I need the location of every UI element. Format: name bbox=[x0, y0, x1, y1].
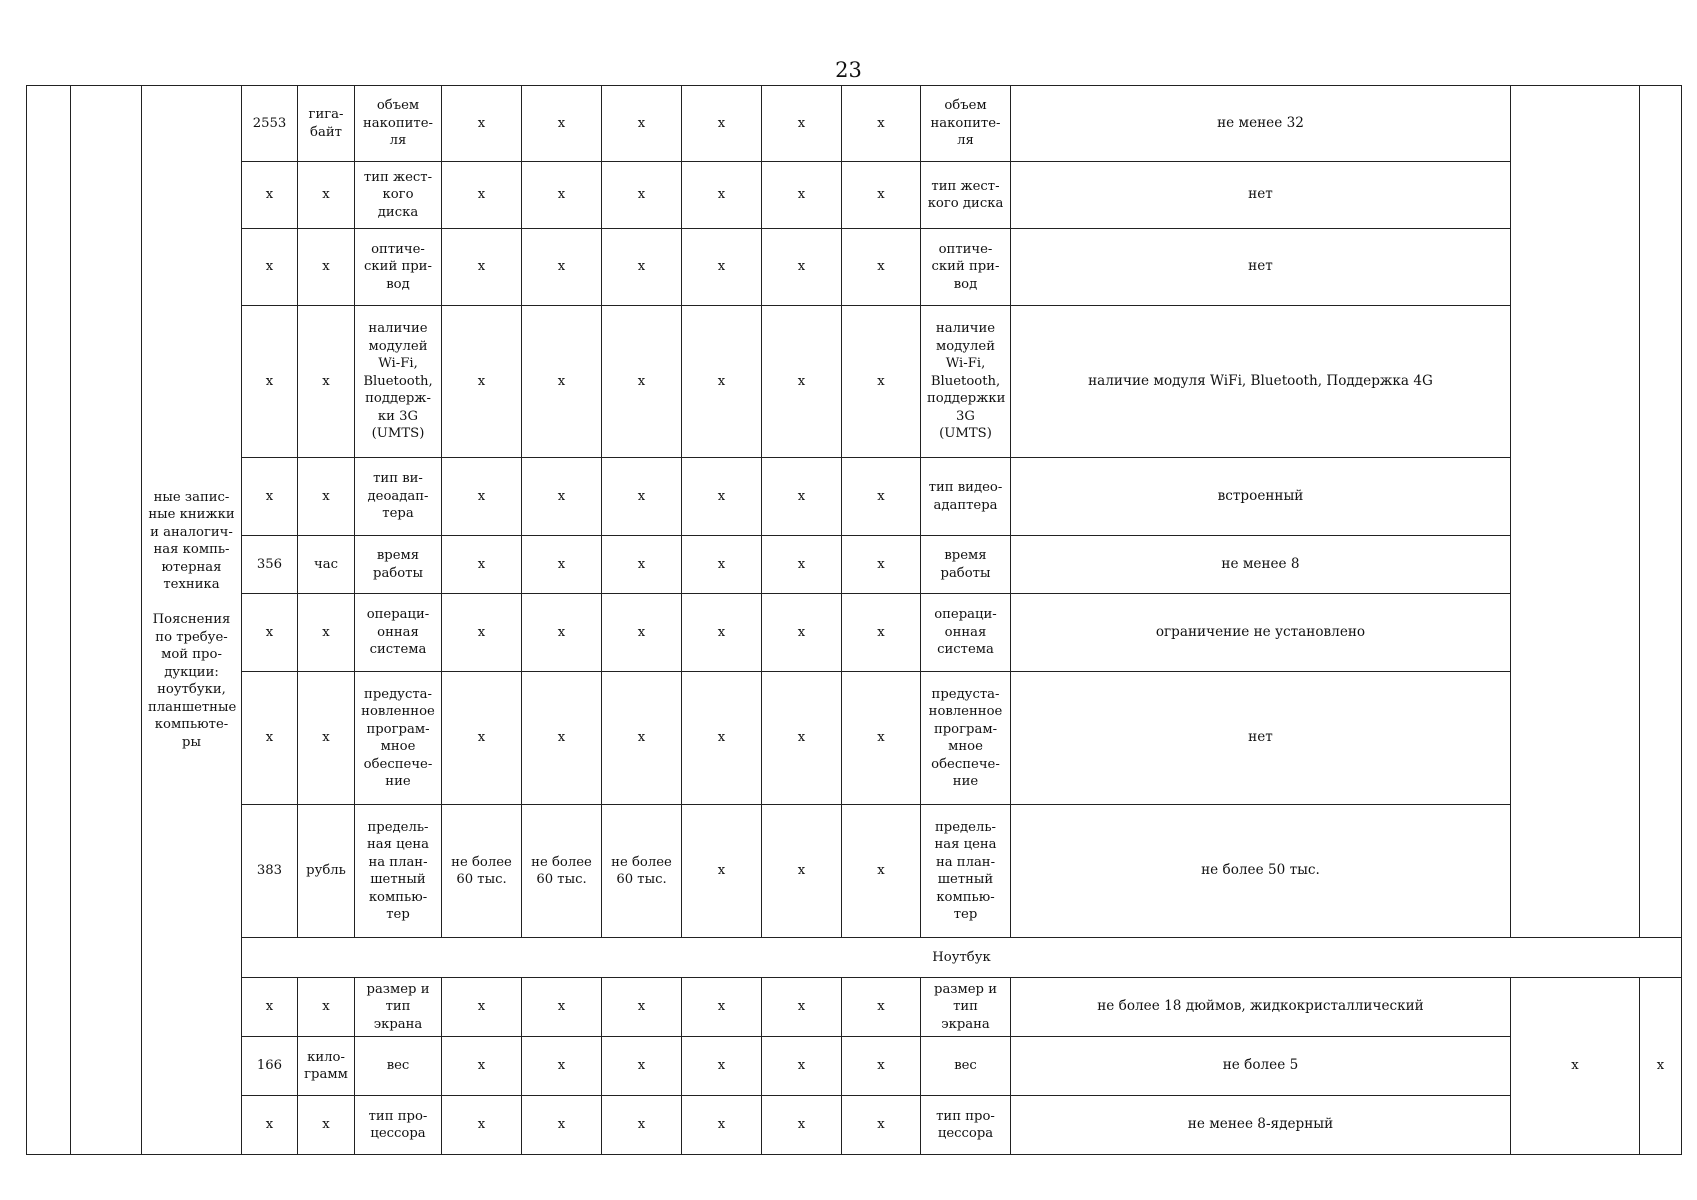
value-cell-c4 bbox=[682, 229, 762, 306]
characteristic-name-cell-2-text: наличие модулей Wi-Fi, Bluetooth, поддержки 3G (UMTS) bbox=[927, 321, 1006, 442]
requirement-value-cell bbox=[1011, 978, 1511, 1037]
value-cell-c3 bbox=[602, 306, 682, 458]
value-cell-c2 bbox=[522, 162, 602, 229]
value-cell-c3-text: не более 60 тыс. bbox=[611, 854, 672, 887]
value-cell-c2-text: x bbox=[557, 999, 566, 1015]
value-cell-c2 bbox=[522, 594, 602, 672]
characteristic-name-cell-text: время работы bbox=[373, 548, 423, 581]
table-row bbox=[27, 229, 1682, 306]
value-cell-c1 bbox=[442, 978, 522, 1037]
table-row bbox=[27, 1096, 1682, 1155]
table-row bbox=[27, 458, 1682, 536]
value-cell-c6-text: x bbox=[877, 115, 885, 131]
characteristic-name-cell bbox=[355, 86, 442, 162]
value-cell-c1-text: x bbox=[477, 373, 486, 389]
value-cell-c5-text: x bbox=[797, 488, 806, 504]
value-cell-c4 bbox=[682, 86, 762, 162]
page-number: 23 bbox=[835, 58, 862, 82]
value-cell-c5 bbox=[762, 594, 842, 672]
value-cell-c1-text: x bbox=[477, 1117, 486, 1133]
table-row bbox=[27, 1037, 1682, 1096]
value-cell-c2 bbox=[522, 306, 602, 458]
characteristic-name-cell-2-text: тип видео- адаптера bbox=[928, 480, 1003, 513]
characteristic-name-cell bbox=[355, 229, 442, 306]
value-cell-c2-text: не более 60 тыс. bbox=[531, 854, 592, 887]
value-cell-c2 bbox=[522, 86, 602, 162]
value-cell-c6-text: x bbox=[877, 1117, 885, 1133]
characteristic-name-cell-2 bbox=[921, 672, 1011, 805]
value-cell-c4-text: x bbox=[717, 999, 726, 1015]
requirement-value-cell bbox=[1011, 162, 1511, 229]
unit-cell-text: x bbox=[322, 259, 330, 275]
characteristic-name-cell-2-text: предель- ная цена на план- шетный компью- тер bbox=[934, 819, 997, 922]
value-cell-c3-text: x bbox=[637, 624, 646, 640]
value-cell-c2-text: x bbox=[557, 259, 566, 275]
value-cell-c4 bbox=[682, 672, 762, 805]
value-cell-c6 bbox=[842, 978, 921, 1037]
table-row bbox=[27, 978, 1682, 1037]
characteristic-name-cell-2-text: вес bbox=[954, 1058, 977, 1074]
code-cell bbox=[242, 306, 298, 458]
value-cell-c2-text: x bbox=[557, 556, 566, 572]
value-cell-c6-text: x bbox=[877, 259, 885, 275]
notebook-extra-col-b bbox=[1640, 978, 1682, 1155]
requirement-value-cell bbox=[1011, 536, 1511, 594]
value-cell-c3 bbox=[602, 536, 682, 594]
value-cell-c3 bbox=[602, 594, 682, 672]
value-cell-c5 bbox=[762, 978, 842, 1037]
value-cell-c2 bbox=[522, 536, 602, 594]
value-cell-c5 bbox=[762, 1096, 842, 1155]
requirement-value-cell-text: не более 5 bbox=[1222, 1057, 1299, 1074]
value-cell-c2 bbox=[522, 1037, 602, 1096]
requirement-value-cell-text: не менее 8 bbox=[1221, 555, 1300, 572]
section-header-row bbox=[27, 938, 1682, 978]
code-cell-text: x bbox=[265, 730, 274, 746]
unit-cell-text: x bbox=[322, 1117, 330, 1133]
value-cell-c4 bbox=[682, 1037, 762, 1096]
requirement-value-cell bbox=[1011, 594, 1511, 672]
code-cell-text: 356 bbox=[256, 556, 283, 572]
value-cell-c3-text: x bbox=[637, 115, 646, 131]
value-cell-c5-text: x bbox=[797, 1117, 806, 1133]
value-cell-c6 bbox=[842, 229, 921, 306]
unit-cell-text: x bbox=[322, 624, 330, 640]
empty-col-1 bbox=[27, 86, 71, 1155]
unit-cell bbox=[298, 536, 355, 594]
requirement-value-cell bbox=[1011, 86, 1511, 162]
requirement-value-cell bbox=[1011, 1096, 1511, 1155]
value-cell-c5 bbox=[762, 536, 842, 594]
value-cell-c6 bbox=[842, 458, 921, 536]
code-cell-text: x bbox=[265, 1117, 274, 1133]
value-cell-c5 bbox=[762, 162, 842, 229]
code-cell bbox=[242, 594, 298, 672]
value-cell-c3 bbox=[602, 978, 682, 1037]
value-cell-c1-text: x bbox=[477, 624, 486, 640]
unit-cell bbox=[298, 594, 355, 672]
code-cell-text: x bbox=[265, 488, 274, 504]
characteristic-name-cell-2-text: время работы bbox=[940, 548, 991, 581]
value-cell-c4 bbox=[682, 1096, 762, 1155]
value-cell-c3-text: x bbox=[637, 556, 646, 572]
category-description-cell-text: ные запис- ные книжки и аналогич- ная компь- ютерная техника Пояснения по требуе- мой про- дукции: ноутбуки, планшетные компьюте- ры bbox=[148, 489, 237, 750]
value-cell-c4-text: x bbox=[717, 863, 726, 879]
value-cell-c6 bbox=[842, 86, 921, 162]
value-cell-c4 bbox=[682, 306, 762, 458]
value-cell-c6 bbox=[842, 1037, 921, 1096]
value-cell-c1 bbox=[442, 306, 522, 458]
notebook-extra-col-b-text: x bbox=[1656, 1058, 1665, 1074]
characteristic-name-cell-2-text: операци- онная система bbox=[934, 607, 997, 658]
characteristic-name-cell-text: операци- онная система bbox=[366, 607, 430, 658]
unit-cell bbox=[298, 162, 355, 229]
value-cell-c3-text: x bbox=[637, 488, 646, 504]
code-cell bbox=[242, 162, 298, 229]
value-cell-c5-text: x bbox=[797, 730, 806, 746]
characteristic-name-cell-text: вес bbox=[386, 1058, 410, 1074]
value-cell-c6-text: x bbox=[877, 730, 885, 746]
unit-cell bbox=[298, 978, 355, 1037]
value-cell-c5-text: x bbox=[797, 999, 806, 1015]
code-cell bbox=[242, 229, 298, 306]
characteristic-name-cell-2 bbox=[921, 978, 1011, 1037]
requirement-value-cell-text: не более 18 дюймов, жидкокристаллический bbox=[1097, 998, 1424, 1015]
value-cell-c1 bbox=[442, 86, 522, 162]
value-cell-c6 bbox=[842, 306, 921, 458]
characteristic-name-cell-2 bbox=[921, 805, 1011, 938]
characteristic-name-cell-2-text: объем накопите- ля bbox=[930, 98, 1001, 149]
unit-cell-text: час bbox=[314, 556, 338, 572]
value-cell-c3-text: x bbox=[637, 373, 646, 389]
unit-cell bbox=[298, 672, 355, 805]
value-cell-c3 bbox=[602, 162, 682, 229]
characteristic-name-cell bbox=[355, 1096, 442, 1155]
characteristic-name-cell-text: тип ви- деоадап- тера bbox=[367, 471, 429, 522]
code-cell-text: 2553 bbox=[252, 115, 287, 131]
unit-cell-text: рубль bbox=[306, 863, 346, 879]
value-cell-c4-text: x bbox=[717, 115, 726, 131]
table-row bbox=[27, 86, 1682, 162]
characteristic-name-cell-2 bbox=[921, 162, 1011, 229]
characteristic-name-cell-2-text: размер и тип экрана bbox=[934, 981, 997, 1032]
value-cell-c4 bbox=[682, 805, 762, 938]
characteristic-name-cell-text: тип про- цессора bbox=[368, 1108, 428, 1141]
value-cell-c3 bbox=[602, 1037, 682, 1096]
value-cell-c1 bbox=[442, 458, 522, 536]
characteristic-name-cell bbox=[355, 978, 442, 1037]
value-cell-c2-text: x bbox=[557, 488, 566, 504]
value-cell-c4-text: x bbox=[717, 624, 726, 640]
characteristic-name-cell bbox=[355, 594, 442, 672]
value-cell-c3-text: x bbox=[637, 259, 646, 275]
category-description-cell bbox=[142, 86, 242, 1155]
requirement-value-cell-text: нет bbox=[1248, 729, 1273, 746]
code-cell bbox=[242, 86, 298, 162]
table-row bbox=[27, 536, 1682, 594]
unit-cell bbox=[298, 1096, 355, 1155]
value-cell-c3-text: x bbox=[637, 1058, 646, 1074]
table-row bbox=[27, 162, 1682, 229]
unit-cell-text: x bbox=[322, 187, 330, 203]
value-cell-c3 bbox=[602, 458, 682, 536]
value-cell-c1 bbox=[442, 1096, 522, 1155]
code-cell-text: x bbox=[265, 373, 274, 389]
unit-cell bbox=[298, 805, 355, 938]
value-cell-c5-text: x bbox=[797, 556, 806, 572]
value-cell-c1-text: x bbox=[477, 730, 486, 746]
requirement-value-cell-text: нет bbox=[1248, 186, 1273, 203]
value-cell-c4-text: x bbox=[717, 373, 726, 389]
unit-cell bbox=[298, 306, 355, 458]
value-cell-c2 bbox=[522, 805, 602, 938]
value-cell-c2-text: x bbox=[557, 1117, 566, 1133]
value-cell-c1 bbox=[442, 594, 522, 672]
value-cell-c1-text: x bbox=[477, 115, 486, 131]
value-cell-c5 bbox=[762, 805, 842, 938]
requirement-value-cell-text: не более 50 тыс. bbox=[1201, 862, 1320, 879]
value-cell-c2-text: x bbox=[557, 373, 566, 389]
value-cell-c4-text: x bbox=[717, 730, 726, 746]
characteristic-name-cell-text: предель- ная цена на план- шетный компью- тер bbox=[366, 819, 430, 922]
value-cell-c2-text: x bbox=[557, 1058, 566, 1074]
value-cell-c3-text: x bbox=[637, 187, 646, 203]
characteristic-name-cell-text: оптиче- ский при- вод bbox=[364, 241, 432, 292]
characteristic-name-cell-text: размер и тип экрана bbox=[366, 981, 430, 1032]
characteristic-name-cell bbox=[355, 1037, 442, 1096]
code-cell bbox=[242, 536, 298, 594]
requirement-value-cell bbox=[1011, 458, 1511, 536]
value-cell-c4 bbox=[682, 458, 762, 536]
unit-cell-text: x bbox=[322, 999, 330, 1015]
value-cell-c4 bbox=[682, 594, 762, 672]
code-cell bbox=[242, 1096, 298, 1155]
table-row bbox=[27, 672, 1682, 805]
value-cell-c1 bbox=[442, 536, 522, 594]
code-cell bbox=[242, 672, 298, 805]
requirement-value-cell bbox=[1011, 672, 1511, 805]
value-cell-c1-text: x bbox=[477, 488, 486, 504]
characteristic-name-cell-text: наличие модулей Wi-Fi, Bluetooth, поддерж- ки 3G (UMTS) bbox=[363, 321, 433, 442]
extra-col-b bbox=[1640, 86, 1682, 938]
value-cell-c1 bbox=[442, 229, 522, 306]
section-title bbox=[242, 938, 1682, 978]
value-cell-c2 bbox=[522, 672, 602, 805]
value-cell-c1 bbox=[442, 162, 522, 229]
characteristic-name-cell-text: тип жест- кого диска bbox=[363, 169, 433, 220]
specification-table bbox=[26, 85, 1682, 1155]
value-cell-c1 bbox=[442, 1037, 522, 1096]
value-cell-c1-text: x bbox=[477, 259, 486, 275]
value-cell-c5-text: x bbox=[797, 187, 806, 203]
requirement-value-cell-text: встроенный bbox=[1217, 487, 1304, 504]
value-cell-c3 bbox=[602, 86, 682, 162]
value-cell-c5 bbox=[762, 306, 842, 458]
characteristic-name-cell bbox=[355, 306, 442, 458]
requirement-value-cell-text: не менее 8-ядерный bbox=[1187, 1116, 1334, 1133]
unit-cell-text: x bbox=[322, 730, 330, 746]
value-cell-c1-text: x bbox=[477, 556, 486, 572]
characteristic-name-cell-text: предуста- новленное програм- мное обеспече- ние bbox=[361, 686, 435, 789]
value-cell-c5-text: x bbox=[797, 115, 806, 131]
value-cell-c5-text: x bbox=[797, 863, 806, 879]
requirement-value-cell-text: не менее 32 bbox=[1217, 114, 1304, 131]
value-cell-c3-text: x bbox=[637, 730, 646, 746]
value-cell-c1 bbox=[442, 805, 522, 938]
unit-cell bbox=[298, 1037, 355, 1096]
value-cell-c6 bbox=[842, 672, 921, 805]
value-cell-c2-text: x bbox=[557, 187, 566, 203]
value-cell-c5 bbox=[762, 1037, 842, 1096]
value-cell-c2-text: x bbox=[557, 624, 566, 640]
characteristic-name-cell-2-text: предуста- новленное програм- мное обеспече- ние bbox=[928, 686, 1003, 789]
unit-cell bbox=[298, 458, 355, 536]
value-cell-c5-text: x bbox=[797, 624, 806, 640]
value-cell-c1-text: не более 60 тыс. bbox=[451, 854, 512, 887]
characteristic-name-cell-2 bbox=[921, 594, 1011, 672]
value-cell-c6 bbox=[842, 805, 921, 938]
value-cell-c5 bbox=[762, 86, 842, 162]
requirement-value-cell bbox=[1011, 229, 1511, 306]
value-cell-c5 bbox=[762, 672, 842, 805]
characteristic-name-cell bbox=[355, 805, 442, 938]
value-cell-c5-text: x bbox=[797, 259, 806, 275]
table-row bbox=[27, 594, 1682, 672]
unit-cell bbox=[298, 229, 355, 306]
value-cell-c3 bbox=[602, 229, 682, 306]
value-cell-c6 bbox=[842, 1096, 921, 1155]
value-cell-c4-text: x bbox=[717, 488, 726, 504]
requirement-value-cell bbox=[1011, 1037, 1511, 1096]
characteristic-name-cell bbox=[355, 162, 442, 229]
code-cell bbox=[242, 978, 298, 1037]
characteristic-name-cell-2 bbox=[921, 1037, 1011, 1096]
code-cell-text: x bbox=[265, 259, 274, 275]
characteristic-name-cell-2 bbox=[921, 306, 1011, 458]
value-cell-c6-text: x bbox=[877, 1058, 885, 1074]
value-cell-c2 bbox=[522, 1096, 602, 1155]
table-body bbox=[27, 86, 1682, 1155]
unit-cell-text: x bbox=[322, 488, 330, 504]
value-cell-c6-text: x bbox=[877, 373, 885, 389]
requirement-value-cell bbox=[1011, 306, 1511, 458]
notebook-extra-col-a bbox=[1511, 978, 1640, 1155]
value-cell-c2 bbox=[522, 229, 602, 306]
code-cell bbox=[242, 1037, 298, 1096]
value-cell-c6 bbox=[842, 536, 921, 594]
value-cell-c4 bbox=[682, 536, 762, 594]
characteristic-name-cell-2-text: тип жест- кого диска bbox=[927, 178, 1004, 211]
value-cell-c6-text: x bbox=[877, 999, 885, 1015]
code-cell bbox=[242, 458, 298, 536]
characteristic-name-cell-text: объем накопите- ля bbox=[363, 98, 433, 149]
characteristic-name-cell-2 bbox=[921, 229, 1011, 306]
value-cell-c3 bbox=[602, 1096, 682, 1155]
value-cell-c4-text: x bbox=[717, 1058, 726, 1074]
value-cell-c5 bbox=[762, 458, 842, 536]
value-cell-c2-text: x bbox=[557, 730, 566, 746]
value-cell-c5 bbox=[762, 229, 842, 306]
value-cell-c3 bbox=[602, 805, 682, 938]
code-cell-text: x bbox=[265, 999, 274, 1015]
value-cell-c4 bbox=[682, 978, 762, 1037]
value-cell-c3-text: x bbox=[637, 1117, 646, 1133]
value-cell-c5-text: x bbox=[797, 373, 806, 389]
value-cell-c6-text: x bbox=[877, 863, 885, 879]
table-row bbox=[27, 306, 1682, 458]
value-cell-c6 bbox=[842, 162, 921, 229]
requirement-value-cell-text: наличие модуля WiFi, Bluetooth, Поддержка 4G bbox=[1088, 372, 1433, 389]
value-cell-c1-text: x bbox=[477, 1058, 486, 1074]
extra-col-a bbox=[1511, 86, 1640, 938]
value-cell-c4 bbox=[682, 162, 762, 229]
unit-cell-text: x bbox=[322, 373, 330, 389]
code-cell-text: 383 bbox=[256, 863, 283, 879]
characteristic-name-cell-2 bbox=[921, 1096, 1011, 1155]
value-cell-c6-text: x bbox=[877, 488, 885, 504]
value-cell-c4-text: x bbox=[717, 1117, 726, 1133]
characteristic-name-cell bbox=[355, 672, 442, 805]
empty-col-2 bbox=[71, 86, 142, 1155]
requirement-value-cell-text: ограничение не установлено bbox=[1155, 623, 1366, 640]
characteristic-name-cell bbox=[355, 536, 442, 594]
section-title-text: Ноутбук bbox=[932, 949, 991, 965]
characteristic-name-cell-2-text: оптиче- ский при- вод bbox=[931, 241, 1000, 292]
value-cell-c6-text: x bbox=[877, 624, 885, 640]
value-cell-c2 bbox=[522, 458, 602, 536]
characteristic-name-cell-2-text: тип про- цессора bbox=[936, 1108, 995, 1141]
value-cell-c5-text: x bbox=[797, 1058, 806, 1074]
value-cell-c6-text: x bbox=[877, 556, 885, 572]
value-cell-c4-text: x bbox=[717, 556, 726, 572]
value-cell-c6-text: x bbox=[877, 187, 885, 203]
value-cell-c6 bbox=[842, 594, 921, 672]
characteristic-name-cell-2 bbox=[921, 536, 1011, 594]
requirement-value-cell-text: нет bbox=[1248, 258, 1273, 275]
code-cell bbox=[242, 805, 298, 938]
code-cell-text: 166 bbox=[256, 1058, 283, 1074]
notebook-extra-col-a-text: x bbox=[1571, 1058, 1579, 1074]
unit-cell-text: кило- грамм bbox=[304, 1049, 348, 1082]
value-cell-c2-text: x bbox=[557, 115, 566, 131]
characteristic-name-cell bbox=[355, 458, 442, 536]
value-cell-c1-text: x bbox=[477, 999, 486, 1015]
characteristic-name-cell-2 bbox=[921, 458, 1011, 536]
value-cell-c2 bbox=[522, 978, 602, 1037]
unit-cell bbox=[298, 86, 355, 162]
value-cell-c4-text: x bbox=[717, 259, 726, 275]
code-cell-text: x bbox=[265, 624, 274, 640]
value-cell-c1-text: x bbox=[477, 187, 486, 203]
value-cell-c3-text: x bbox=[637, 999, 646, 1015]
code-cell-text: x bbox=[265, 187, 274, 203]
value-cell-c1 bbox=[442, 672, 522, 805]
value-cell-c4-text: x bbox=[717, 187, 726, 203]
unit-cell-text: гига- байт bbox=[308, 107, 344, 140]
requirement-value-cell bbox=[1011, 805, 1511, 938]
characteristic-name-cell-2 bbox=[921, 86, 1011, 162]
table-row bbox=[27, 805, 1682, 938]
value-cell-c3 bbox=[602, 672, 682, 805]
